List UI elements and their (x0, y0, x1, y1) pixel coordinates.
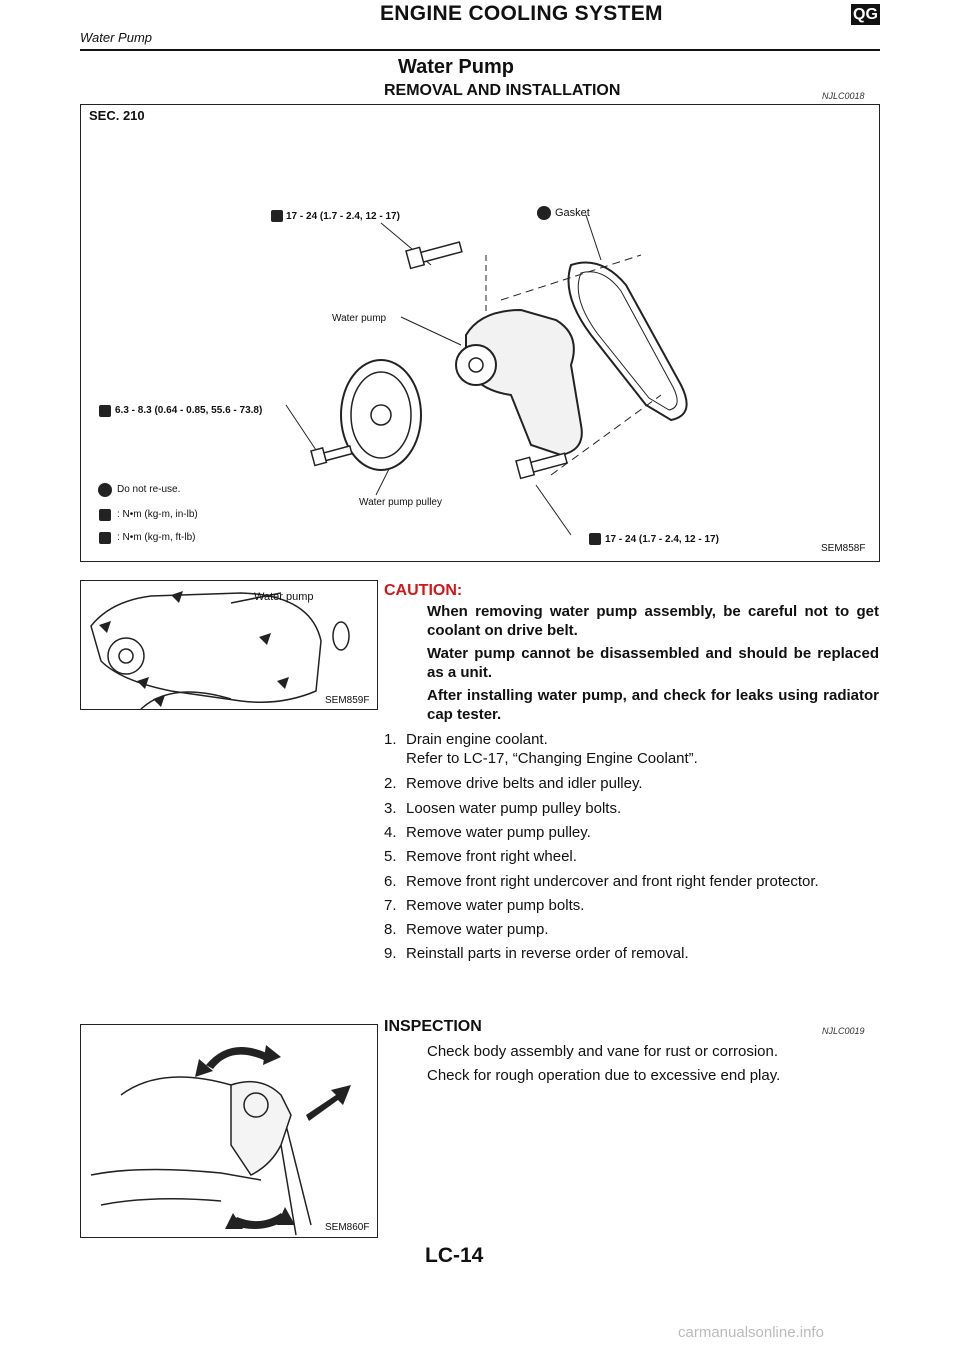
step-3-number: 3. (384, 800, 397, 817)
pump-inspection-figure (80, 1024, 378, 1238)
header-rule (80, 49, 880, 51)
step-1-text: Drain engine coolant. (406, 731, 548, 748)
step-5-number: 5. (384, 848, 397, 865)
step-9-number: 9. (384, 945, 397, 962)
step-7-text: Remove water pump bolts. (406, 897, 585, 914)
step-9-text: Reinstall parts in reverse order of removal. (406, 945, 689, 962)
step-8-text: Remove water pump. (406, 921, 549, 938)
step-2-number: 2. (384, 775, 397, 792)
inspection-heading: INSPECTION (384, 1018, 482, 1035)
step-7-number: 7. (384, 897, 397, 914)
bolt-location-diagram (81, 581, 377, 709)
watermark: carmanualsonline.info (678, 1324, 824, 1341)
legend-do-not-reuse: Do not re-use. (117, 484, 181, 495)
header-badge: QG (851, 4, 880, 25)
figure-section-number: SEC. 210 (89, 108, 145, 123)
step-3-text: Loosen water pump pulley bolts. (406, 800, 622, 817)
step-4-number: 4. (384, 824, 397, 841)
inspection-item-1: Check body assembly and vane for rust or corrosion. (427, 1043, 778, 1060)
inspection-ref-code: NJLC0019 (822, 1026, 865, 1036)
step-6-text: Remove front right undercover and front right fender protector. (406, 873, 819, 890)
figure-code: SEM858F (821, 543, 866, 554)
caution-item-3: After installing water pump, and check for leaks using radiator cap tester. (427, 687, 879, 723)
removal-ref-code: NJLC0018 (822, 91, 865, 101)
water-pump-label: Water pump (332, 313, 387, 324)
water-pump-pulley-label: Water pump pulley (359, 497, 442, 508)
water-pump-exploded-figure (80, 104, 880, 562)
inspection-item-2: Check for rough operation due to excessive end play. (427, 1067, 781, 1084)
caution-item-2: Water pump cannot be disassembled and should be replaced as a unit. (427, 645, 879, 681)
torque-label-bottom: 17 - 24 (1.7 - 2.4, 12 - 17) (605, 534, 719, 545)
step-4-text: Remove water pump pulley. (406, 824, 591, 841)
legend-in-lb: : N•m (kg-m, in-lb) (117, 509, 198, 520)
legend-ft-lb: : N•m (kg-m, ft-lb) (117, 532, 196, 543)
gasket-label: Gasket (555, 207, 590, 219)
step-2-text: Remove drive belts and idler pulley. (406, 775, 643, 792)
step-5-text: Remove front right wheel. (406, 848, 577, 865)
figure2-code: SEM859F (325, 695, 370, 706)
torque-label-top: 17 - 24 (1.7 - 2.4, 12 - 17) (286, 211, 400, 222)
exploded-diagram (81, 105, 879, 561)
removal-heading: REMOVAL AND INSTALLATION (384, 82, 621, 99)
torque-label-left: 6.3 - 8.3 (0.64 - 0.85, 55.6 - 73.8) (115, 405, 263, 416)
step-8-number: 8. (384, 921, 397, 938)
section-title: Water Pump (398, 56, 514, 78)
figure2-water-pump-label: Water pump (254, 591, 314, 603)
inspection-diagram (81, 1025, 377, 1237)
step-1-subtext: Refer to LC-17, “Changing Engine Coolant”. (406, 750, 698, 767)
page-number: LC-14 (425, 1244, 484, 1267)
water-pump-bolts-figure (80, 580, 378, 710)
header-title: ENGINE COOLING SYSTEM (380, 2, 663, 25)
figure3-code: SEM860F (325, 1222, 370, 1233)
header-subtitle: Water Pump (80, 30, 153, 45)
step-6-number: 6. (384, 873, 397, 890)
step-1-number: 1. (384, 731, 397, 748)
caution-item-1: When removing water pump assembly, be careful not to get coolant on drive belt. (427, 603, 879, 639)
caution-title: CAUTION: (384, 582, 463, 599)
